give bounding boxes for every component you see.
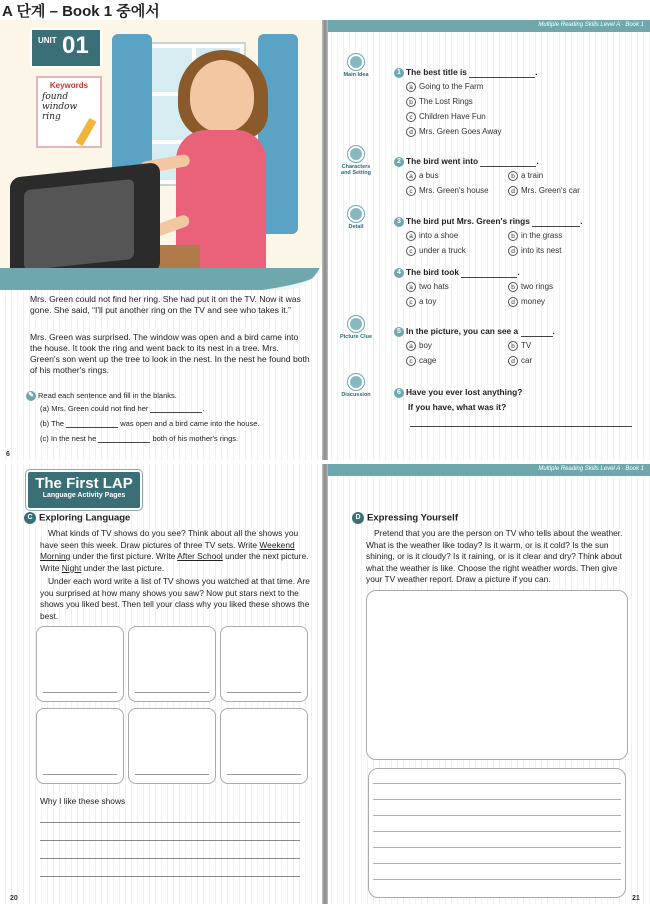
option[interactable]: d car	[508, 356, 532, 366]
keyword: found	[42, 92, 69, 102]
page-caption: A 단계 – Book 1 중에서	[2, 3, 160, 20]
pencil-circle-icon: ✎	[26, 391, 36, 401]
activity-item: (b) The was open and a bird came into the house.	[40, 419, 260, 428]
drawing-box[interactable]	[36, 708, 124, 784]
story-paragraph: Mrs. Green could not find her ring. She had put it on the TV. Now it was gone. She said, “I'll put another ring on the TV and see who takes it.”	[30, 294, 301, 315]
option[interactable]: b in the grass	[508, 231, 562, 241]
option[interactable]: c Children Have Fun	[406, 112, 486, 122]
first-lap-badge	[26, 470, 142, 510]
right-page-questions	[326, 20, 650, 460]
blank[interactable]	[66, 420, 118, 428]
blank[interactable]	[150, 405, 202, 413]
left-page-exploring	[0, 464, 324, 904]
blank[interactable]	[98, 435, 150, 443]
weather-report-lines[interactable]	[368, 768, 626, 898]
drawing-box[interactable]	[36, 626, 124, 702]
skill-characters-setting: Characters and Setting	[336, 146, 376, 176]
keywords-title: Keywords	[49, 81, 89, 90]
skill-main-idea: Main Idea	[336, 54, 376, 78]
section-heading-d: D Expressing Yourself	[352, 512, 458, 524]
instruction-paragraph: Under each word write a list of TV shows you watched at that time. Are you surprised at how many shows you saw? Now put stars next to the shows you liked best. Then tell your class why you liked these shows the best.	[40, 576, 310, 621]
drawing-area[interactable]	[366, 590, 628, 760]
woman-figure	[190, 60, 254, 132]
story-illustration	[0, 20, 324, 290]
question-6-line2: If you have, what was it?	[408, 402, 507, 412]
option[interactable]: a boy	[406, 341, 432, 351]
writing-line[interactable]	[40, 858, 300, 859]
book-spread-first-lap	[0, 464, 650, 904]
option[interactable]: b a train	[508, 171, 543, 181]
page-number: 6	[6, 451, 10, 458]
page-header: Multiple Reading Skills Level A · Book 1	[326, 20, 650, 32]
keyword: window	[42, 102, 78, 112]
skill-detail: Detail	[336, 206, 376, 230]
badge-subtitle: Language Activity Pages	[42, 492, 126, 499]
option[interactable]: d Mrs. Green's car	[508, 186, 580, 196]
option[interactable]: c under a truck	[406, 246, 466, 256]
people-icon	[348, 146, 364, 162]
unit-number: 01	[62, 32, 89, 59]
option[interactable]: b two rings	[508, 282, 553, 292]
drawing-box[interactable]	[220, 708, 308, 784]
left-page-story	[0, 20, 324, 460]
writing-line[interactable]	[40, 840, 300, 841]
option[interactable]: d into its nest	[508, 246, 561, 256]
story-paragraph: Mrs. Green was surprised. The window was open and a bird came into the house. It took the ring and went back to its nest in a tree. Mrs. Green's son went up the tree to look in the nest. In the nest he found both of his mother's rings.	[30, 332, 310, 375]
unit-label: UNIT	[38, 36, 57, 45]
question-2: 2 The bird went into .	[394, 156, 539, 167]
activity-item: (c) In the nest he both of his mother's rings.	[40, 434, 239, 443]
drawing-box[interactable]	[128, 708, 216, 784]
activity-item: (a) Mrs. Green could not find her .	[40, 404, 205, 413]
option[interactable]: c a toy	[406, 297, 436, 307]
option[interactable]: c cage	[406, 356, 436, 366]
option[interactable]: a Going to the Farm	[406, 82, 483, 92]
magnifier-icon	[348, 206, 364, 222]
section-heading-c: C Exploring Language	[24, 512, 130, 524]
speaker-icon	[348, 374, 364, 390]
unit-badge	[30, 28, 102, 68]
skill-discussion: Discussion	[336, 374, 376, 398]
option[interactable]: a a bus	[406, 171, 439, 181]
question-3: 3 The bird put Mrs. Green's rings .	[394, 216, 583, 227]
keywords-card	[36, 76, 102, 148]
drawing-box[interactable]	[220, 626, 308, 702]
page-number: 20	[10, 895, 18, 902]
lightbulb-icon	[348, 54, 364, 70]
question-6: 6 Have you ever lost anything?	[394, 387, 522, 398]
option[interactable]: d money	[508, 297, 545, 307]
option[interactable]: a into a shoe	[406, 231, 458, 241]
instruction-paragraph: What kinds of TV shows do you see? Think about all the shows you have seen this week. Draw pictures of three TV sets. Write Weekend Morning under the first picture. Write After School under the next picture. Write Night under the last picture.	[40, 528, 309, 573]
option[interactable]: b TV	[508, 341, 531, 351]
page-header: Multiple Reading Skills Level A · Book 1	[326, 464, 650, 476]
skill-picture-clue: Picture Clue	[336, 316, 376, 340]
question-5: 5 In the picture, you can see a .	[394, 326, 555, 337]
instruction-paragraph: Pretend that you are the person on TV who tells about the weather. What is the weather like today? Is it warm, or is it cold? Is the sun shining, or is it cloudy? Is it raining, or is it clear and dry? Think about what the weather is like. Choose the right weather words. Then give your TV weather report. Draw a picture if you can.	[366, 528, 623, 584]
option[interactable]: d Mrs. Green Goes Away	[406, 127, 502, 137]
picture-icon	[348, 316, 364, 332]
page-number: 21	[632, 895, 640, 902]
option[interactable]: a two hats	[406, 282, 449, 292]
option[interactable]: b The Lost Rings	[406, 97, 473, 107]
question-1: 1 The best title is .	[394, 67, 538, 78]
keyword: ring	[42, 112, 61, 122]
question-4: 4 The bird took .	[394, 267, 520, 278]
drawing-box[interactable]	[128, 626, 216, 702]
writing-line[interactable]	[40, 822, 300, 823]
badge-title: The First LAP	[35, 475, 133, 492]
option[interactable]: c Mrs. Green's house	[406, 186, 489, 196]
book-spread-unit-01	[0, 20, 650, 460]
why-label: Why I like these shows	[40, 796, 126, 806]
activity-instruction: ✎ Read each sentence and fill in the blanks.	[26, 391, 177, 401]
answer-line[interactable]	[410, 426, 632, 427]
writing-line[interactable]	[40, 876, 300, 877]
